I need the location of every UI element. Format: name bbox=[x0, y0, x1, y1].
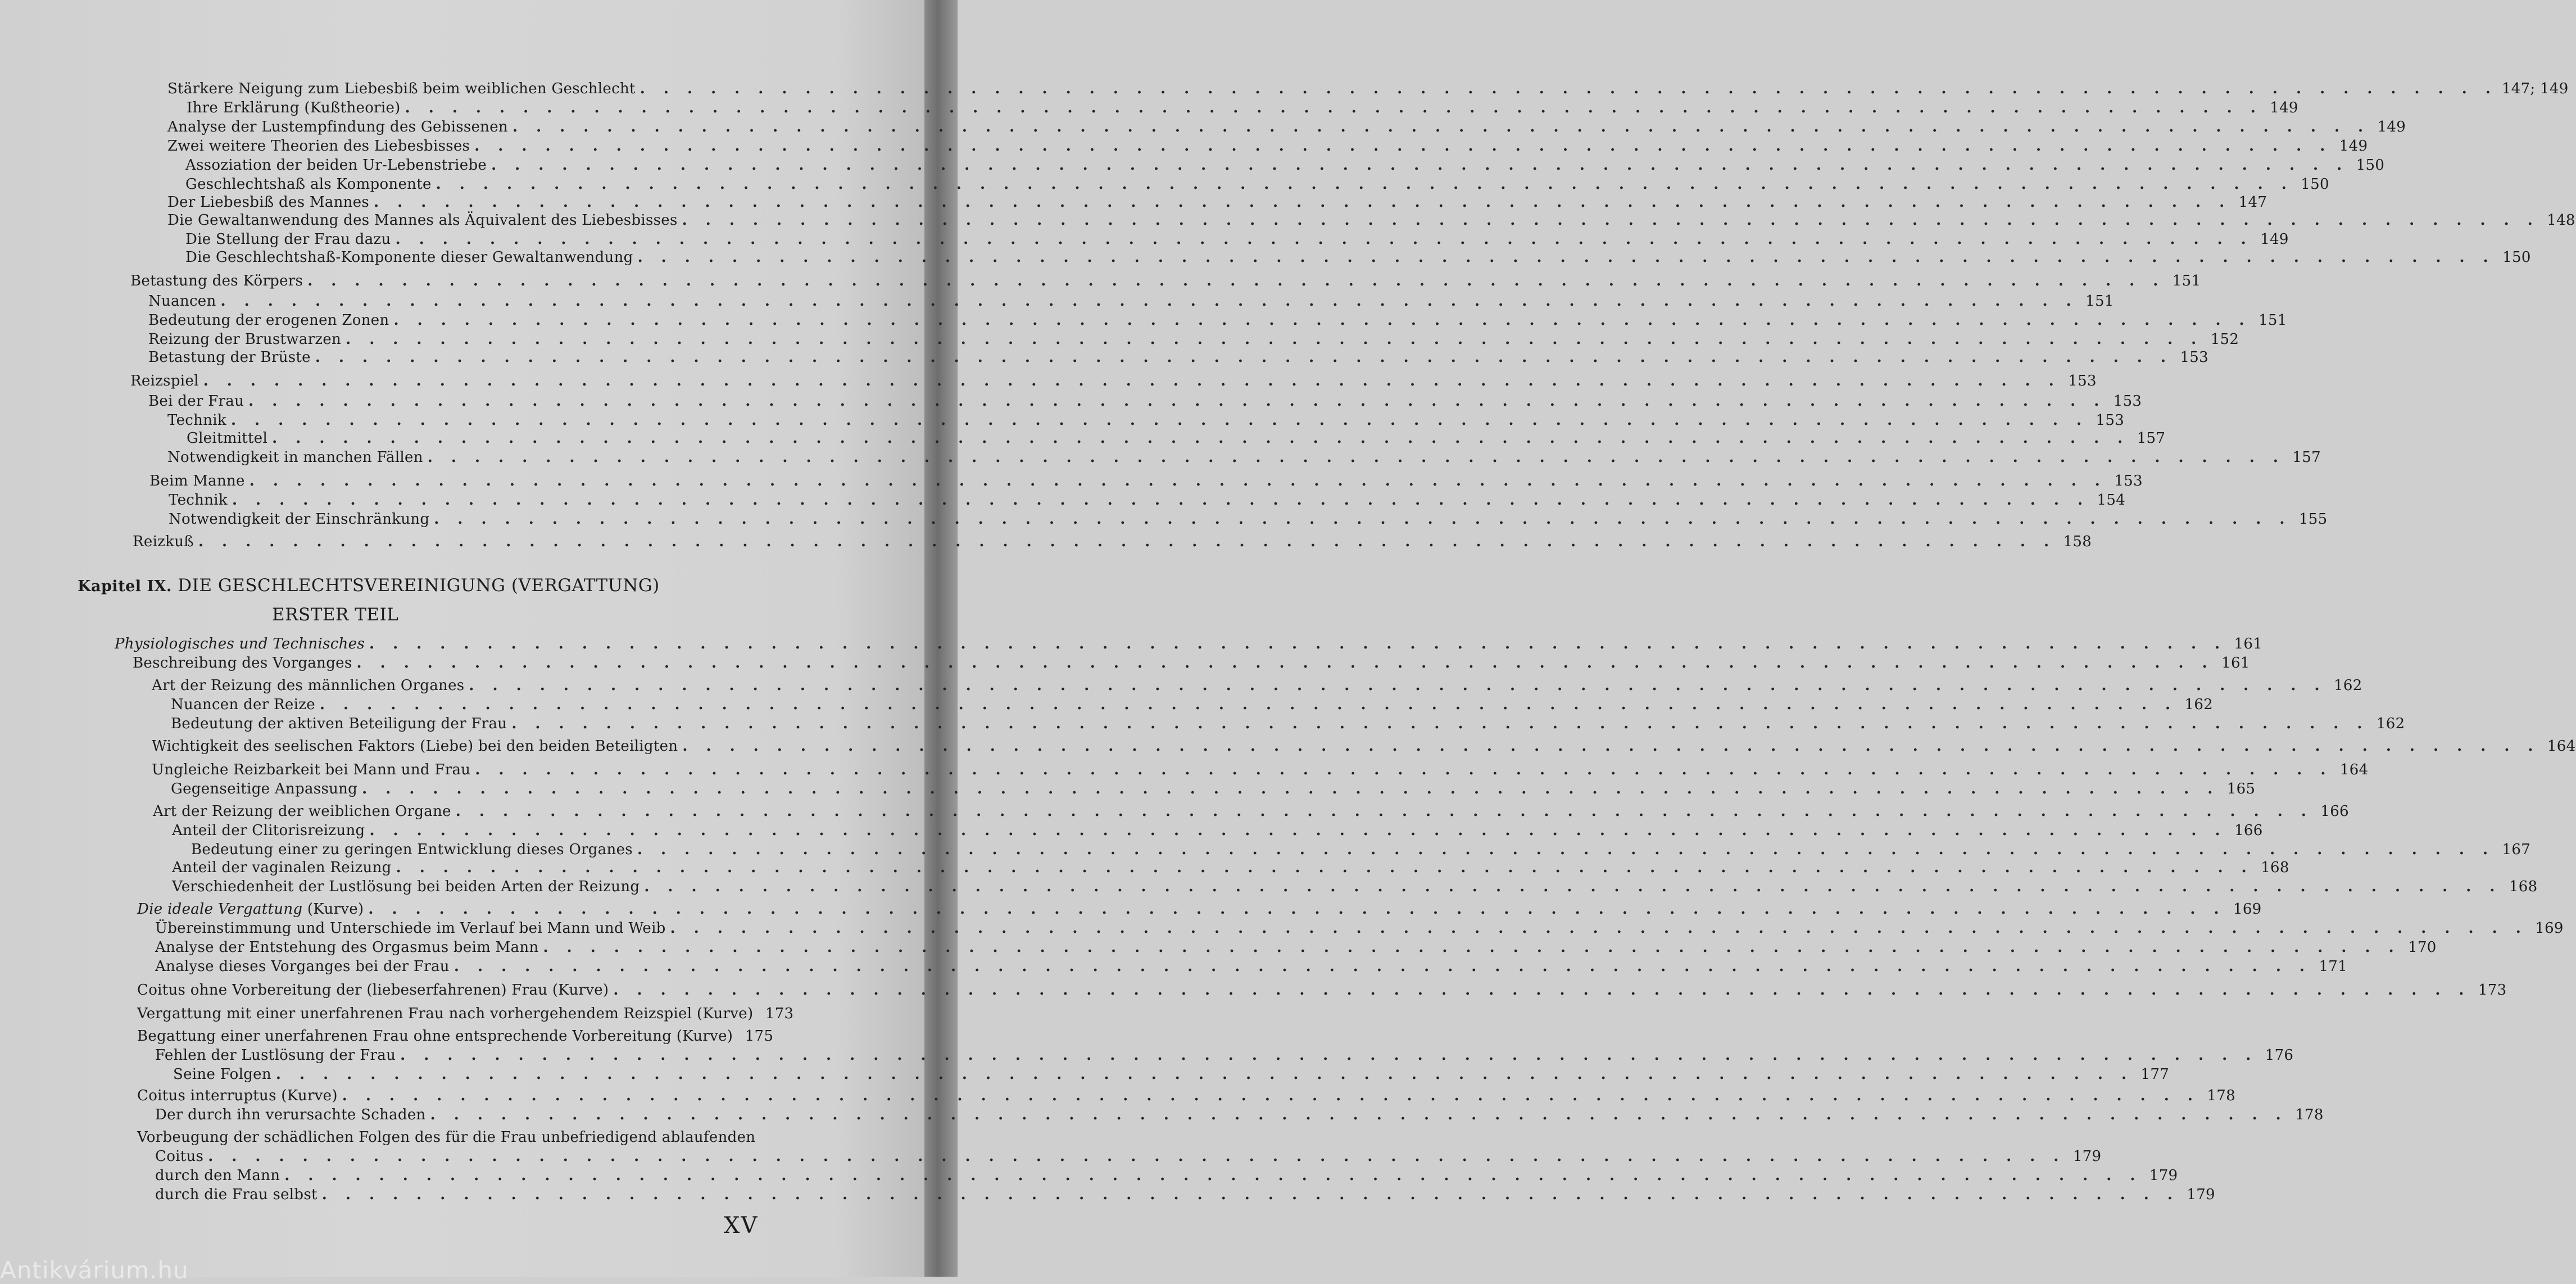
entry-title: Technik bbox=[169, 492, 228, 509]
dot-leader: . . . . . . . . . . . . . . . . . . . . . . . . . . . . . . . . . . . . . . . . . . . . . . . . . . . . . . . . . . . . . . . . . . . . . . . . . . . . . . . bbox=[405, 99, 2262, 116]
entry-page: 157 bbox=[2292, 449, 2321, 466]
dot-leader: . . . . . . . . . . . . . . . . . . . . . . . . . . . . . . . . . . . . . . . . . . . . . . . . . . . . . . . . . . . . . . . . . . . . . . . . . . . . . . . bbox=[203, 373, 2061, 389]
dot-leader: . . . . . . . . . . . . . . . . . . . . . . . . . . . . . . . . . . . . . . . . . . . . . . . . . . . . . . . . . . . . . . . . . . . . . . . . . . . . . . . bbox=[275, 1066, 2134, 1083]
toc-entry-continued: Vorbeugung der schädlichen Folgen des für die Frau unbefriedigend ablaufenden bbox=[137, 1129, 756, 1146]
toc-entry bbox=[137, 1004, 794, 1024]
entry-title: Analyse der Lustempfindung des Gebissenen bbox=[167, 119, 508, 135]
toc-entry bbox=[115, 634, 2263, 654]
dot-leader: . . . . . . . . . . . . . . . . . . . . . . . . . . . . . . . . . . . . . . . . . . . . . . . . . . . . . . . . . . . . . . . . . . . . . . . . . . . . . . . bbox=[682, 738, 2540, 755]
toc-entry bbox=[155, 1045, 2294, 1065]
entry-title: Beschreibung des Vorganges bbox=[133, 655, 352, 672]
entry-page: 151 bbox=[2172, 273, 2201, 289]
dot-leader: . . . . . . . . . . . . . . . . . . . . . . . . . . . . . . . . . . . . . . . . . . . . . . . . . . . . . . . . . . . . . . . . . . . . . . . . . . . . . . . bbox=[434, 511, 2292, 528]
entry-title: Vergattung mit einer unerfahrenen Frau nach vorhergehendem Reizspiel (Kurve) bbox=[137, 1005, 754, 1022]
entry-title: Seine Folgen bbox=[173, 1066, 271, 1083]
toc-entry bbox=[155, 1165, 2178, 1186]
toc-entry bbox=[185, 155, 2385, 175]
entry-title: Begattung einer unerfahrenen Frau ohne entsprechende Vorbereitung (Kurve) bbox=[137, 1028, 733, 1045]
toc-entry bbox=[148, 391, 2142, 411]
entry-title: Gleitmittel bbox=[187, 430, 268, 447]
toc-entry bbox=[148, 310, 2287, 330]
toc-entry bbox=[137, 1086, 2235, 1106]
entry-title: Gegenseitige Anpassung bbox=[171, 781, 358, 797]
entry-title: Beim Manne bbox=[149, 473, 245, 489]
toc-entry bbox=[137, 980, 2507, 1000]
entry-title: Art der Reizung der weiblichen Organe bbox=[153, 803, 451, 820]
entry-title: Analyse der Entstehung des Orgasmus beim Mann bbox=[155, 939, 539, 956]
entry-title: durch die Frau selbst bbox=[155, 1186, 318, 1203]
entry-page: 166 bbox=[2234, 822, 2263, 839]
entry-title: Geschlechtshaß als Komponente bbox=[185, 176, 432, 193]
entry-page: 151 bbox=[2258, 312, 2287, 329]
entry-page: 153 bbox=[2113, 393, 2142, 410]
entry-title: Nuancen bbox=[148, 293, 216, 310]
dot-leader: . . . . . . . . . . . . . . . . . . . . . . . . . . . . . . . . . . . . . . . . . . . . . . . . . . . . . . . . . . . . . . . . . . . . . . . . . . . . . . . bbox=[436, 176, 2293, 193]
entry-title: Reizkuß bbox=[133, 533, 194, 550]
dot-leader: . . . . . . . . . . . . . . . . . . . . . . . . . . . . . . . . . . . . . . . . . . . . . . . . . . . . . . . . . . . . . . . . . . . . . . . . . . . . . . . bbox=[474, 138, 2332, 155]
entry-page: 177 bbox=[2140, 1066, 2170, 1083]
entry-page: 173 bbox=[765, 1005, 794, 1022]
toc-entry bbox=[185, 229, 2289, 249]
dot-leader: . . . . . . . . . . . . . . . . . . . . . . . . . . . . . . . . . . . . . . . . . . . . . . . . . . . . . . . . . . . . . . . . . . . . . . . . . . . . . . . bbox=[613, 982, 2471, 999]
entry-page: 161 bbox=[2234, 636, 2263, 652]
entry-title: Wichtigkeit des seelischen Faktors (Liebe) bei den beiden Beteiligten bbox=[152, 738, 678, 755]
entry-page: 153 bbox=[2068, 373, 2097, 389]
dot-leader: . . . . . . . . . . . . . . . . . . . . . . . . . . . . . . . . . . . . . . . . . . . . . . . . . . . . . . . . . . . . . . . . . . . . . . . . . . . . . . . bbox=[315, 349, 2173, 366]
toc-entry bbox=[185, 247, 2531, 267]
entry-page: 167 bbox=[2502, 841, 2531, 858]
entry-title: Betastung des Körpers bbox=[130, 273, 303, 289]
entry-page: 170 bbox=[2408, 939, 2437, 956]
dot-leader: . . . . . . . . . . . . . . . . . . . . . . . . . . . . . . . . . . . . . . . . . . . . . . . . . . . . . . . . . . . . . . . . . . . . . . . . . . . . . . . bbox=[220, 293, 2078, 310]
dot-leader: . . . . . . . . . . . . . . . . . . . . . . . . . . . . . . . . . . . . . . . . . . . . . . . . . . . . . . . . . . . . . . . . . . . . . . . . . . . . . . . bbox=[511, 715, 2369, 732]
watermark: Antikvárium.hu bbox=[0, 1256, 189, 1284]
toc-entry bbox=[167, 210, 2575, 230]
entry-page: 157 bbox=[2137, 430, 2166, 447]
entry-title: Coitus ohne Vorbereitung der (liebeserfahrenen) Frau (Kurve) bbox=[137, 982, 609, 999]
chapter-title: DIE GESCHLECHTSVEREINIGUNG (VERGATTUNG) bbox=[178, 575, 660, 596]
toc-entry bbox=[133, 532, 2092, 552]
entry-title: Übereinstimmung und Unterschiede im Verlauf bei Mann und Weib bbox=[155, 920, 666, 937]
entry-page: 150 bbox=[2301, 176, 2329, 193]
entry-title-suffix: (Kurve) bbox=[302, 901, 364, 918]
entry-page: 147 bbox=[2238, 194, 2267, 211]
entry-page: 154 bbox=[2097, 492, 2126, 509]
entry-page: 158 bbox=[2063, 533, 2092, 550]
toc-entry bbox=[148, 329, 2239, 350]
dot-leader: . . . . . . . . . . . . . . . . . . . . . . . . . . . . . . . . . . . . . . . . . . . . . . . . . . . . . . . . . . . . . . . . . . . . . . . . . . . . . . . bbox=[232, 492, 2090, 509]
entry-title: Die Stellung der Frau dazu bbox=[185, 231, 391, 248]
dot-leader: . . . . . . . . . . . . . . . . . . . . . . . . . . . . . . . . . . . . . . . . . . . . . . . . . . . . . . . . . . . . . . . . . . . . . . . . . . . . . . . bbox=[469, 677, 2326, 694]
toc-entry bbox=[173, 1064, 2170, 1085]
toc-entry bbox=[152, 760, 2369, 780]
part-heading: ERSTER TEIL bbox=[272, 605, 399, 625]
dot-leader: . . . . . . . . . . . . . . . . . . . . . . . . . . . . . . . . . . . . . . . . . . . . . . . . . . . . . . . . . . . . . . . . . . . . . . . . . . . . . . . bbox=[342, 1087, 2199, 1104]
dot-leader: . . . . . . . . . . . . . . . . . . . . . . . . . . . . . . . . . . . . . . . . . . . . . . . . . . . . . . . . . . . . . . . . . . . . . . . . . . . . . . . bbox=[321, 1186, 2179, 1203]
dot-leader: . . . . . . . . . . . . . . . . . . . . . . . . . . . . . . . . . . . . . . . . . . . . . . . . . . . . . . . . . . . . . . . . . . . . . . . . . . . . . . . bbox=[543, 939, 2401, 956]
entry-title: Bedeutung der erogenen Zonen bbox=[148, 312, 389, 329]
entry-page: 169 bbox=[2233, 901, 2262, 918]
dot-leader: . . . . . . . . . . . . . . . . . . . . . . . . . . . . . . . . . . . . . . . . . . . . . . . . . . . . . . . . . . . . . . . . . . . . . . . . . . . . . . . bbox=[395, 231, 2253, 248]
entry-title: Notwendigkeit der Einschränkung bbox=[169, 511, 430, 528]
entry-title bbox=[137, 899, 364, 919]
toc-entry bbox=[152, 736, 2576, 756]
entry-page: 176 bbox=[2265, 1047, 2294, 1064]
toc-entry bbox=[137, 1026, 774, 1046]
toc-entry bbox=[130, 371, 2097, 391]
entry-page: 149 bbox=[2260, 231, 2289, 248]
page-number: XV bbox=[724, 1213, 759, 1238]
entry-page: 179 bbox=[2187, 1186, 2215, 1203]
dot-leader: . . . . . . . . . . . . . . . . . . . . . . . . . . . . . . . . . . . . . . . . . . . . . . . . . . . . . . . . . . . . . . . . . . . . . . . . . . . . . . . bbox=[491, 157, 2349, 174]
entry-title: Art der Reizung des männlichen Organes bbox=[152, 677, 465, 694]
dot-leader: . . . . . . . . . . . . . . . . . . . . . . . . . . . . . . . . . . . . . . . . . . . . . . . . . . . . . . . . . . . . . . . . . . . . . . . . . . . . . . . bbox=[670, 920, 2528, 937]
entry-title: Coitus interruptus (Kurve) bbox=[137, 1087, 338, 1104]
entry-title: Der durch ihn verursachte Schaden bbox=[155, 1106, 426, 1123]
toc-entry bbox=[155, 956, 2347, 977]
dot-leader: . . . . . . . . . . . . . . . . . . . . . . . . . . . . . . . . . . . . . . . . . . . . . . . . . . . . . . . . . . . . . . . . . . . . . . . . . . . . . . . bbox=[455, 803, 2313, 820]
toc-entry bbox=[155, 1105, 2324, 1125]
entry-page: 179 bbox=[2072, 1148, 2102, 1165]
dot-leader: . . . . . . . . . . . . . . . . . . . . . . . . . . . . . . . . . . . . . . . . . . . . . . . . . . . . . . . . . . . . . . . . . . . . . . . . . . . . . . . bbox=[644, 878, 2502, 895]
entry-page: 152 bbox=[2210, 331, 2239, 348]
toc-entry bbox=[153, 801, 2349, 822]
dot-leader: . . . . . . . . . . . . . . . . . . . . . . . . . . . . . . . . . . . . . . . . . . . . . . . . . . . . . . . . . . . . . . . . . . . . . . . . . . . . . . . bbox=[208, 1148, 2066, 1165]
toc-entry bbox=[155, 1146, 2102, 1167]
entry-page: 153 bbox=[2180, 349, 2208, 366]
entry-title: Betastung der Brüste bbox=[148, 349, 311, 366]
entry-page: 153 bbox=[2114, 473, 2143, 489]
entry-title: Zwei weitere Theorien des Liebesbisses bbox=[167, 138, 470, 155]
dot-leader: . . . . . . . . . . . . . . . . . . . . . . . . . . . . . . . . . . . . . . . . . . . . . . . . . . . . . . . . . . . . . . . . . . . . . . . . . . . . . . . bbox=[396, 859, 2253, 876]
dot-leader: . . . . . . . . . . . . . . . . . . . . . . . . . . . . . . . . . . . . . . . . . . . . . . . . . . . . . . . . . . . . . . . . . . . . . . . . . . . . . . . bbox=[272, 430, 2130, 447]
toc-entry bbox=[167, 117, 2406, 137]
entry-title: Notwendigkeit in manchen Fällen bbox=[167, 449, 423, 466]
entry-page: 179 bbox=[2149, 1167, 2178, 1184]
entry-page: 168 bbox=[2509, 878, 2538, 895]
toc-entry bbox=[171, 714, 2405, 734]
entry-title: durch den Mann bbox=[155, 1167, 280, 1184]
dot-leader: . . . . . . . . . . . . . . . . . . . . . . . . . . . . . . . . . . . . . . . . . . . . . . . . . . . . . . . . . . . . . . . . . . . . . . . . . . . . . . . bbox=[400, 1047, 2258, 1064]
entry-page: 162 bbox=[2184, 696, 2214, 713]
toc-entry bbox=[155, 937, 2437, 958]
toc-entry bbox=[148, 291, 2114, 311]
dot-leader: . . . . . . . . . . . . . . . . . . . . . . . . . . . . . . . . . . . . . . . . . . . . . . . . . . . . . . . . . . . . . . . . . . . . . . . . . . . . . . . bbox=[362, 781, 2220, 797]
toc-entry bbox=[155, 1185, 2215, 1205]
dot-leader: . . . . . . . . . . . . . . . . . . . . . . . . . . . . . . . . . . . . . . . . . . . . . . . . . . . . . . . . . . . . . . . . . . . . . . . . . . . . . . . bbox=[427, 449, 2285, 466]
dot-leader: . . . . . . . . . . . . . . . . . . . . . . . . . . . . . . . . . . . . . . . . . . . . . . . . . . . . . . . . . . . . . . . . . . . . . . . . . . . . . . . bbox=[512, 119, 2370, 135]
toc-entry bbox=[171, 779, 2256, 799]
toc-entry bbox=[172, 820, 2263, 841]
toc-entry bbox=[167, 79, 2569, 99]
chapter-label: Kapitel IX. bbox=[78, 578, 172, 595]
entry-title: Technik bbox=[167, 412, 226, 429]
entry-title: Die Geschlechtshaß-Komponente dieser Gewaltanwendung bbox=[185, 249, 633, 266]
toc-entry bbox=[187, 428, 2166, 448]
entry-title: Ungleiche Reizbarkeit bei Mann und Frau bbox=[152, 761, 471, 778]
toc-entry bbox=[169, 490, 2126, 510]
toc-entry bbox=[191, 840, 2531, 860]
entry-page: 178 bbox=[2207, 1087, 2235, 1104]
entry-page: 168 bbox=[2261, 859, 2289, 876]
dot-leader: . . . . . . . . . . . . . . . . . . . . . . . . . . . . . . . . . . . . . . . . . . . . . . . . . . . . . . . . . . . . . . . . . . . . . . . . . . . . . . . bbox=[249, 473, 2107, 489]
entry-page: 149 bbox=[2339, 138, 2368, 155]
entry-page: 173 bbox=[2478, 982, 2507, 999]
chapter-heading bbox=[78, 573, 660, 598]
entry-title: Stärkere Neigung zum Liebesbiß beim weiblichen Geschlecht bbox=[167, 80, 636, 97]
dot-leader: . . . . . . . . . . . . . . . . . . . . . . . . . . . . . . . . . . . . . . . . . . . . . . . . . . . . . . . . . . . . . . . . . . . . . . . . . . . . . . . bbox=[346, 331, 2203, 348]
entry-title: Reizung der Brustwarzen bbox=[148, 331, 342, 348]
entry-page: 148 bbox=[2547, 212, 2575, 229]
entry-page: 171 bbox=[2319, 958, 2347, 975]
toc-entry bbox=[172, 877, 2538, 897]
dot-leader: . . . . . . . . . . . . . . . . . . . . . . . . . . . . . . . . . . . . . . . . . . . . . . . . . . . . . . . . . . . . . . . . . . . . . . . . . . . . . . . bbox=[682, 212, 2539, 229]
toc-entry bbox=[133, 653, 2250, 673]
entry-page: 169 bbox=[2535, 920, 2564, 937]
dot-leader: . . . . . . . . . . . . . . . . . . . . . . . . . . . . . . . . . . . . . . . . . . . . . . . . . . . . . . . . . . . . . . . . . . . . . . . . . . . . . . . bbox=[369, 636, 2227, 652]
dot-leader: . . . . . . . . . . . . . . . . . . . . . . . . . . . . . . . . . . . . . . . . . . . . . . . . . . . . . . . . . . . . . . . . . . . . . . . . . . . . . . . bbox=[284, 1167, 2142, 1184]
entry-page: 175 bbox=[745, 1028, 774, 1045]
toc-entry bbox=[187, 98, 2298, 118]
toc-entry bbox=[167, 136, 2368, 156]
entry-title-italic: Die ideale Vergattung bbox=[137, 901, 303, 918]
toc-entry bbox=[167, 447, 2321, 468]
dot-leader: . . . . . . . . . . . . . . . . . . . . . . . . . . . . . . . . . . . . . . . . . . . . . . . . . . . . . . . . . . . . . . . . . . . . . . . . . . . . . . . bbox=[356, 655, 2214, 672]
toc-entry bbox=[152, 675, 2362, 696]
entry-title: Anteil der Clitorisreizung bbox=[172, 822, 365, 839]
dot-leader: . . . . . . . . . . . . . . . . . . . . . . . . . . . . . . . . . . . . . . . . . . . . . . . . . . . . . . . . . . . . . . . . . . . . . . . . . . . . . . . bbox=[319, 696, 2178, 713]
toc-entry bbox=[149, 471, 2143, 491]
entry-page: 153 bbox=[2096, 412, 2125, 429]
dot-leader: . . . . . . . . . . . . . . . . . . . . . . . . . . . . . . . . . . . . . . . . . . . . . . . . . . . . . . . . . . . . . . . . . . . . . . . . . . . . . . . bbox=[248, 393, 2106, 410]
entry-title: Bedeutung einer zu geringen Entwicklung dieses Organes bbox=[191, 841, 633, 858]
entry-title: Analyse dieses Vorganges bei der Frau bbox=[155, 958, 450, 975]
dot-leader: . . . . . . . . . . . . . . . . . . . . . . . . . . . . . . . . . . . . . . . . . . . . . . . . . . . . . . . . . . . . . . . . . . . . . . . . . . . . . . . bbox=[640, 80, 2497, 97]
entry-title: Nuancen der Reize bbox=[171, 696, 315, 713]
entry-title: Fehlen der Lustlösung der Frau bbox=[155, 1047, 396, 1064]
toc-entry bbox=[155, 918, 2564, 938]
entry-title: Ihre Erklärung (Kußtheorie) bbox=[187, 99, 401, 116]
entry-title: Coitus bbox=[155, 1148, 204, 1165]
entry-page: 147; 149 bbox=[2501, 80, 2569, 97]
entry-page: 164 bbox=[2547, 738, 2576, 755]
toc-entry bbox=[167, 192, 2267, 212]
toc-entry bbox=[171, 695, 2214, 715]
toc-entry bbox=[148, 347, 2208, 367]
entry-page: 161 bbox=[2221, 655, 2250, 672]
entry-page: 166 bbox=[2320, 803, 2349, 820]
entry-title: Reizspiel bbox=[130, 373, 199, 389]
entry-title: Bedeutung der aktiven Beteiligung der Frau bbox=[171, 715, 507, 732]
entry-page: 178 bbox=[2295, 1106, 2324, 1123]
entry-title: Verschiedenheit der Lustlösung bei beiden Arten der Reizung bbox=[172, 878, 640, 895]
toc-entry bbox=[172, 857, 2289, 878]
entry-title: Anteil der vaginalen Reizung bbox=[172, 859, 392, 876]
dot-leader: . . . . . . . . . . . . . . . . . . . . . . . . . . . . . . . . . . . . . . . . . . . . . . . . . . . . . . . . . . . . . . . . . . . . . . . . . . . . . . . bbox=[453, 958, 2311, 975]
dot-leader: . . . . . . . . . . . . . . . . . . . . . . . . . . . . . . . . . . . . . . . . . . . . . . . . . . . . . . . . . . . . . . . . . . . . . . . . . . . . . . . bbox=[637, 841, 2495, 858]
toc-entry bbox=[169, 509, 2328, 529]
entry-page: 164 bbox=[2339, 761, 2369, 778]
dot-leader: . . . . . . . . . . . . . . . . . . . . . . . . . . . . . . . . . . . . . . . . . . . . . . . . . . . . . . . . . . . . . . . . . . . . . . . . . . . . . . . bbox=[430, 1106, 2288, 1123]
dot-leader: . . . . . . . . . . . . . . . . . . . . . . . . . . . . . . . . . . . . . . . . . . . . . . . . . . . . . . . . . . . . . . . . . . . . . . . . . . . . . . . bbox=[475, 761, 2333, 778]
toc-entry bbox=[137, 899, 2262, 919]
entry-page: 150 bbox=[2356, 157, 2385, 174]
dot-leader: . . . . . . . . . . . . . . . . . . . . . . . . . . . . . . . . . . . . . . . . . . . . . . . . . . . . . . . . . . . . . . . . . . . . . . . . . . . . . . . bbox=[230, 412, 2089, 429]
dot-leader: . . . . . . . . . . . . . . . . . . . . . . . . . . . . . . . . . . . . . . . . . . . . . . . . . . . . . . . . . . . . . . . . . . . . . . . . . . . . . . . bbox=[637, 249, 2495, 266]
toc-entry bbox=[185, 174, 2329, 194]
dot-leader: . . . . . . . . . . . . . . . . . . . . . . . . . . . . . . . . . . . . . . . . . . . . . . . . . . . . . . . . . . . . . . . . . . . . . . . . . . . . . . . bbox=[307, 273, 2165, 289]
dot-leader: . . . . . . . . . . . . . . . . . . . . . . . . . . . . . . . . . . . . . . . . . . . . . . . . . . . . . . . . . . . . . . . . . . . . . . . . . . . . . . . bbox=[198, 533, 2056, 550]
entry-title: Physiologisches und Technisches bbox=[115, 636, 365, 652]
entry-title: Die Gewaltanwendung des Mannes als Äquivalent des Liebesbisses bbox=[167, 212, 678, 229]
entry-page: 155 bbox=[2298, 511, 2328, 528]
entry-title: Bei der Frau bbox=[148, 393, 244, 410]
entry-title: Der Liebesbiß des Mannes bbox=[167, 194, 370, 211]
entry-page: 149 bbox=[2377, 119, 2406, 135]
dot-leader: . . . . . . . . . . . . . . . . . . . . . . . . . . . . . . . . . . . . . . . . . . . . . . . . . . . . . . . . . . . . . . . . . . . . . . . . . . . . . . . bbox=[393, 312, 2251, 329]
entry-title: Assoziation der beiden Ur-Lebenstriebe bbox=[185, 157, 487, 174]
dot-leader: . . . . . . . . . . . . . . . . . . . . . . . . . . . . . . . . . . . . . . . . . . . . . . . . . . . . . . . . . . . . . . . . . . . . . . . . . . . . . . . bbox=[374, 194, 2232, 211]
entry-page: 162 bbox=[2334, 677, 2362, 694]
entry-page: 162 bbox=[2376, 715, 2405, 732]
entry-page: 149 bbox=[2270, 99, 2298, 116]
dot-leader: . . . . . . . . . . . . . . . . . . . . . . . . . . . . . . . . . . . . . . . . . . . . . . . . . . . . . . . . . . . . . . . . . . . . . . . . . . . . . . . bbox=[369, 822, 2227, 839]
toc-entry bbox=[130, 271, 2201, 291]
entry-page: 165 bbox=[2226, 781, 2256, 797]
toc-entry bbox=[167, 410, 2125, 430]
entry-page: 150 bbox=[2502, 249, 2531, 266]
dot-leader: . . . . . . . . . . . . . . . . . . . . . . . . . . . . . . . . . . . . . . . . . . . . . . . . . . . . . . . . . . . . . . . . . . . . . . . . . . . . . . . bbox=[368, 901, 2226, 918]
entry-page: 151 bbox=[2085, 293, 2114, 310]
